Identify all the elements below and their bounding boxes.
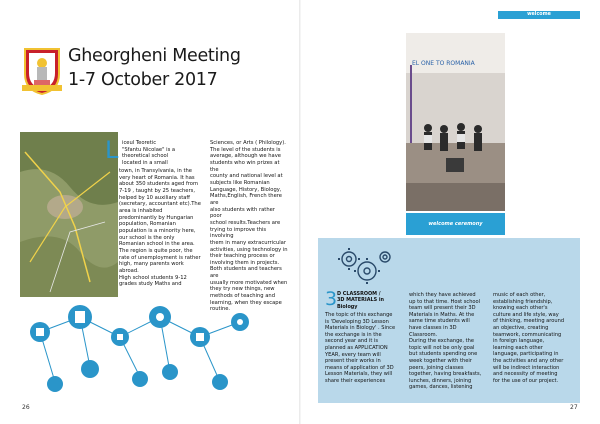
article-column-2: Sciences, or Arts ( Philology). The level of the students is average, although we have students who win prizes at the county and national level at subjects like Romanian Language, History, Biology, Maths,English, French there are also students with rather poor school results.Teachers are trying to improve this involving them in many extracurricular activities, using technology in their teaching process or involving them in projects. Both students and teachers are usually more motivated when they try new things, new methods of teaching and learning, when they escape routine. [210,140,288,313]
gears-icon [335,245,395,287]
article-column-1: town, in Transylvania, in the very heart of Romania. It has about 350 students aged from 7-19 , taught by 25 teachers, helped by 10 auxiliary staff (secretary, accountant etc).The area is inhabited predominantly by Hungarian population, Romanian population is a minority here, our school is the only Romanian school in the area. The region is quite poor, the rate of unemployment is rather high, many parents work abroad. High school students 9-12 grades study Maths and [119,168,201,288]
page-number-right: 27 [570,404,578,411]
page-gutter [299,0,301,424]
panel-column-3: music of each other, establishing friendship, knowing each other's culture and life style, way of thinking, meeting around an objective, creating teamwork, communicating in foreign language, learning each other language, participating in the activities and any other will be indirect interaction and necessity of meeting for the use of our project. [493,292,565,384]
title-line-2: 1-7 October 2017 [68,70,218,90]
drop-cap: L [105,136,119,164]
title-line-1: Gheorgheni Meeting [68,46,241,66]
school-crest-logo [22,46,62,96]
panel-column-2: which they have achieved up to that time. Host school team will present their 3D Materials in Maths. At the same time students will have classes in 3D Classroom. During the exchange, the topic will not be only goal but students spending one week together with their peers, joining classes together, having breakfasts, lunches, dinners, joining games, dances, listening [409,292,482,391]
section-heading: D CLASSROOM / 3D MATERIALS in Biology [337,291,384,310]
photo-banner-text: EL ONE TO ROMANIA [412,60,475,67]
article-column-1-intro: iceul Teoretic "Sfantu Nicolae" is a theoretical school located in a small [122,140,176,166]
photo-caption: welcome ceremony [406,213,505,235]
section-number: 3 [325,288,338,310]
page-number-left: 26 [22,404,30,411]
page-title [68,44,241,92]
section-badge: welcome [498,11,580,19]
panel-column-1: The topic of this exchange is 'Developing 3D Lesson Materials in Biology' . Since the exchange is in the second year and it is planned as APPLICATION YEAR, every team will present their works in means of application of 3D Lesson Materials, they will share their experiences [325,312,396,384]
welcome-ceremony-photo [406,33,505,211]
satellite-map-image [20,132,118,297]
